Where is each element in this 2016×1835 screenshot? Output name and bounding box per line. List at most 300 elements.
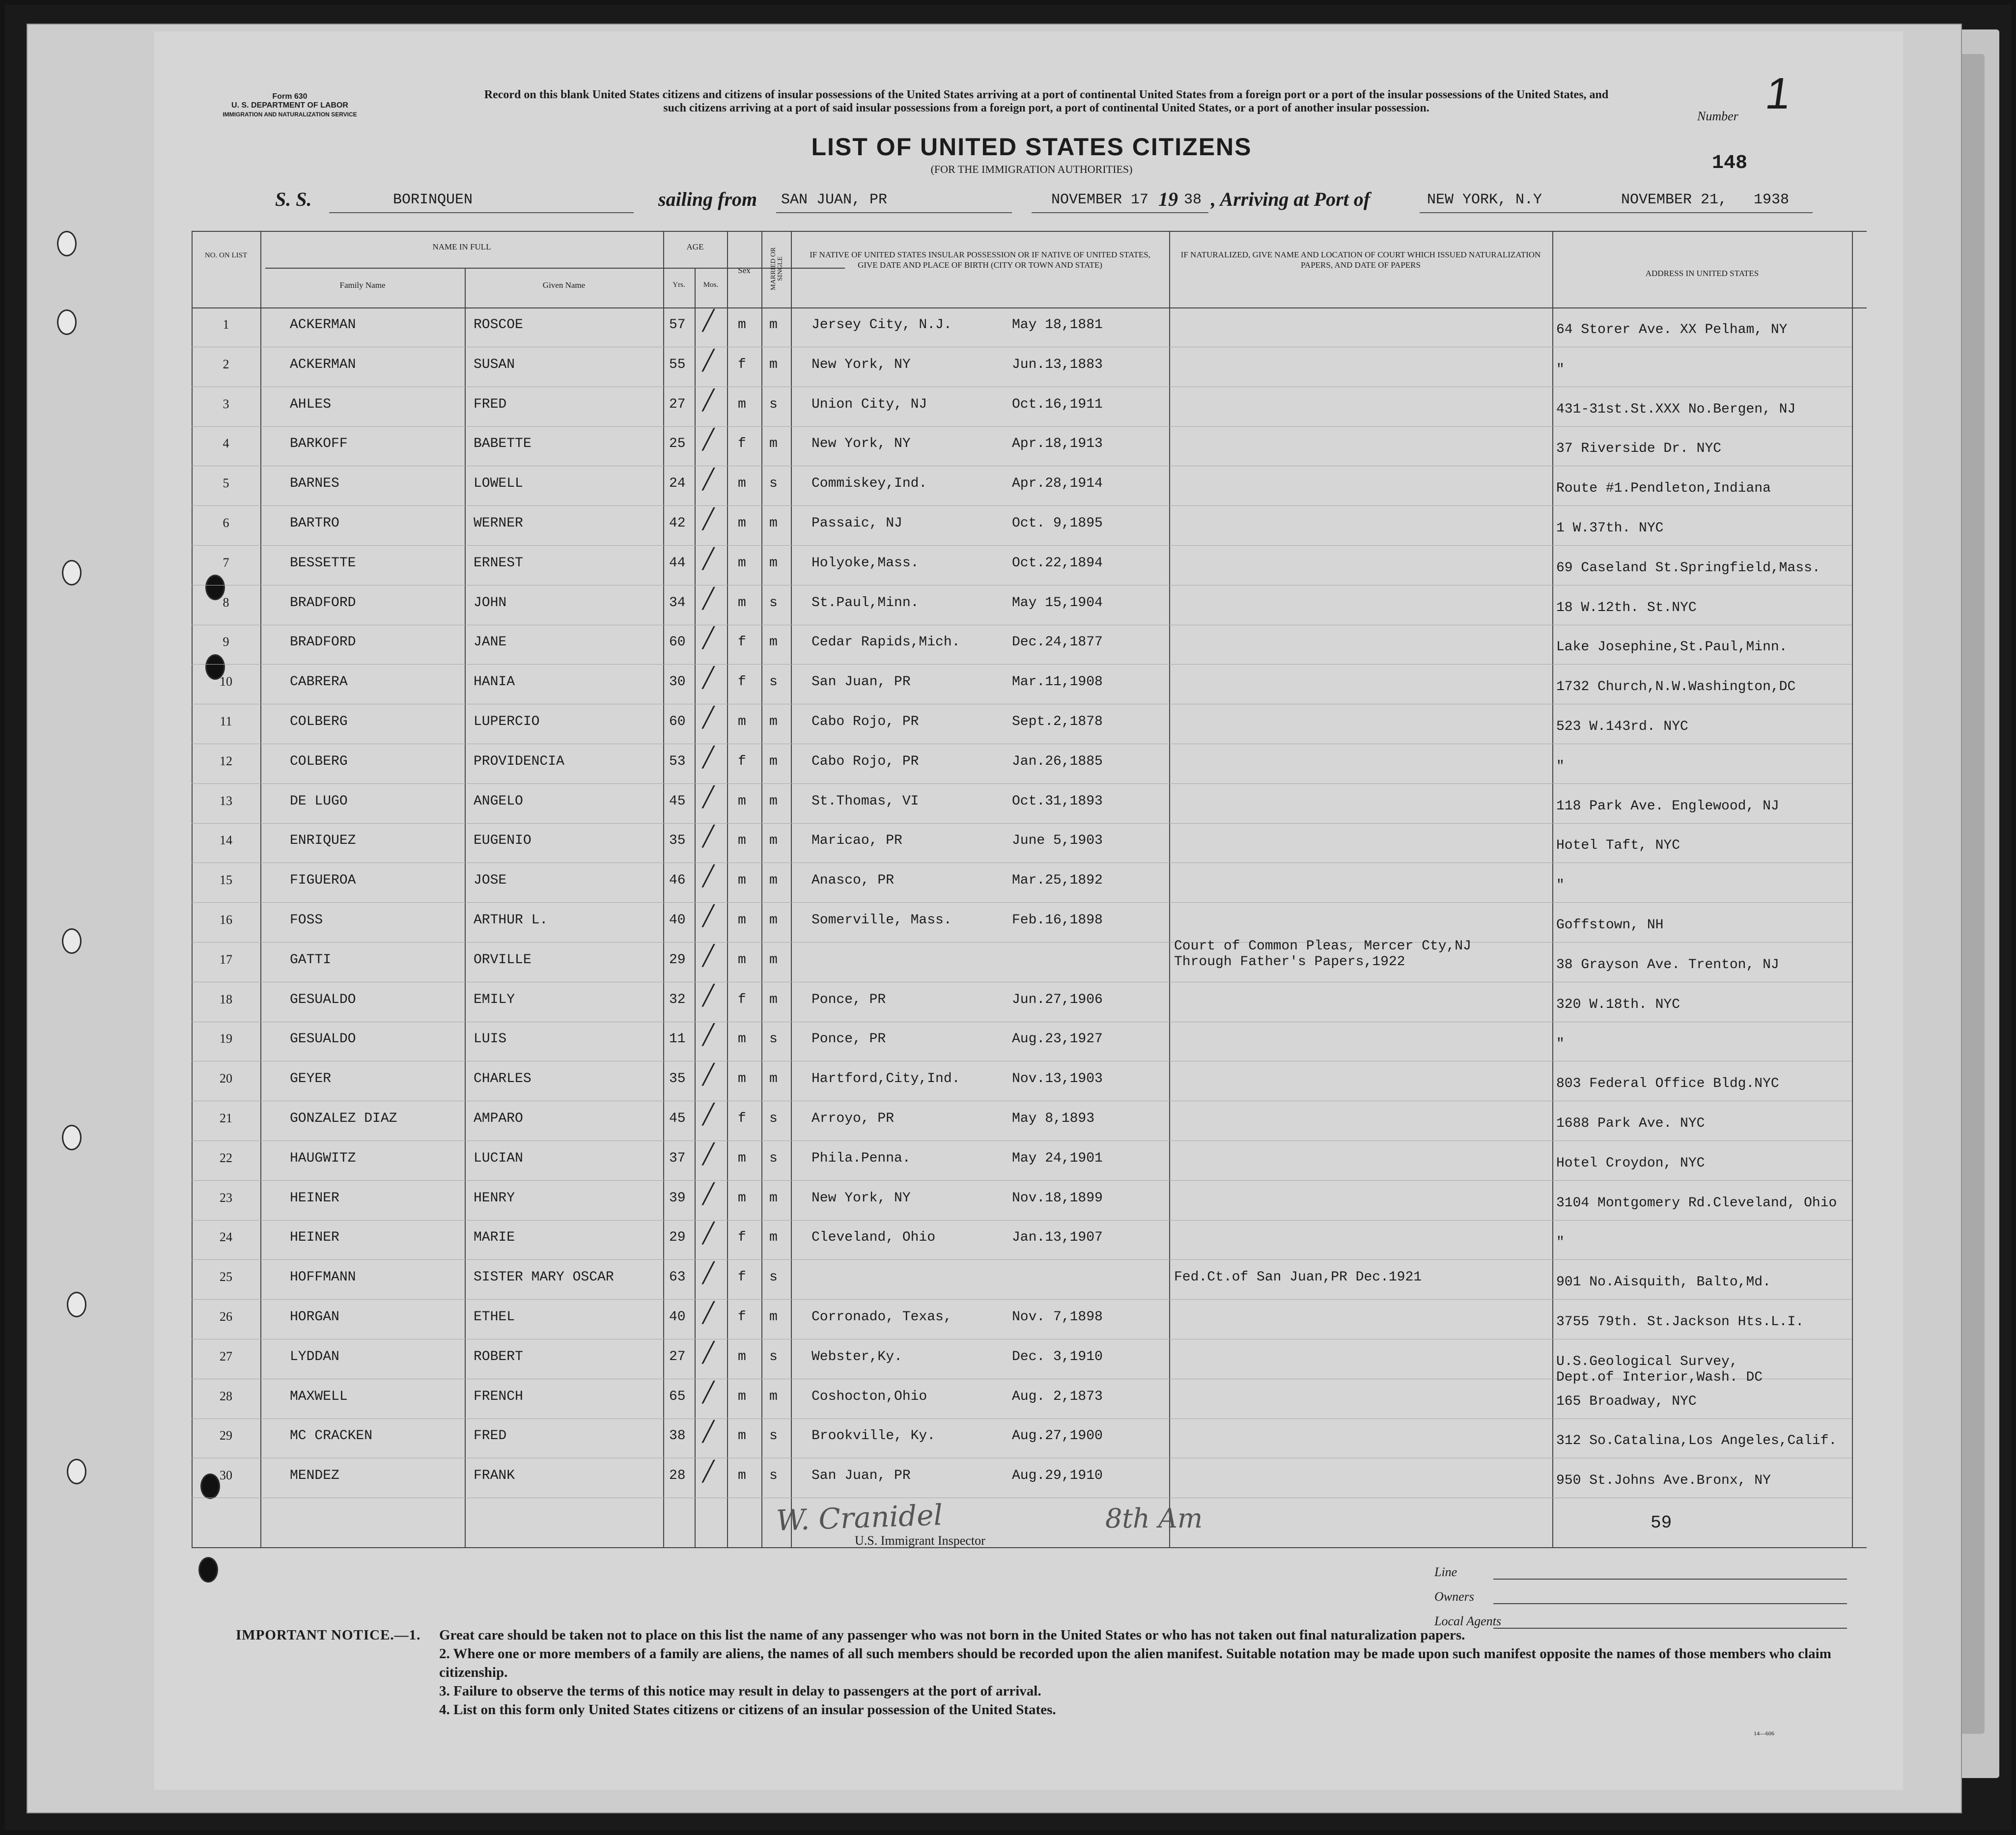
age-years: 42 bbox=[669, 516, 686, 531]
arrival-date: NOVEMBER 21, bbox=[1621, 192, 1728, 208]
check-mark-icon: ╱ bbox=[702, 1302, 715, 1324]
family-name: MENDEZ bbox=[290, 1468, 339, 1484]
given-name: JANE bbox=[474, 635, 507, 650]
table-row bbox=[192, 1104, 1867, 1146]
table-row bbox=[192, 865, 1867, 908]
us-address: Goffstown, NH bbox=[1556, 918, 1664, 933]
sex: m bbox=[738, 476, 746, 492]
row-number: 3 bbox=[223, 396, 229, 411]
birth-date: June 5,1903 bbox=[1012, 833, 1103, 849]
sex: f bbox=[738, 1230, 746, 1246]
family-name: ACKERMAN bbox=[290, 317, 356, 333]
check-mark-icon: ╱ bbox=[702, 548, 715, 570]
row-rule bbox=[192, 505, 1852, 506]
binder-hole bbox=[57, 309, 77, 335]
check-mark-icon: ╱ bbox=[702, 310, 715, 332]
birth-place: Anasco, PR bbox=[812, 873, 895, 889]
birth-place: Commiskey,Ind. bbox=[812, 476, 927, 492]
us-address: 165 Broadway, NYC bbox=[1556, 1393, 1697, 1409]
sex: m bbox=[738, 1468, 746, 1484]
age-years: 25 bbox=[669, 436, 686, 452]
birth-place: St.Thomas, VI bbox=[812, 793, 919, 809]
family-name: GEYER bbox=[290, 1071, 332, 1087]
inspector-label: U.S. Immigrant Inspector bbox=[855, 1533, 985, 1548]
birth-place: Holyoke,Mass. bbox=[812, 555, 919, 571]
form-identifier bbox=[192, 92, 388, 119]
check-mark-icon: ╱ bbox=[702, 1461, 715, 1483]
list-number: 1 bbox=[1763, 69, 1794, 118]
given-name: FRED bbox=[474, 1428, 507, 1444]
table-row bbox=[192, 389, 1867, 432]
table-row bbox=[192, 746, 1867, 789]
birth-date: Aug.29,1910 bbox=[1012, 1468, 1103, 1484]
check-mark-icon: ╱ bbox=[702, 1024, 715, 1046]
given-name: SISTER MARY OSCAR bbox=[474, 1270, 614, 1285]
family-name: COLBERG bbox=[290, 714, 348, 729]
departure-date-underline bbox=[1032, 212, 1208, 213]
birth-date: Nov.13,1903 bbox=[1012, 1071, 1103, 1087]
row-number: 4 bbox=[223, 436, 229, 451]
family-name: MAXWELL bbox=[290, 1389, 348, 1404]
us-address: Route #1.Pendleton,Indiana bbox=[1556, 481, 1771, 497]
birth-date: Oct.16,1911 bbox=[1012, 396, 1103, 412]
given-name: ERNEST bbox=[474, 555, 523, 571]
given-name: JOSE bbox=[474, 873, 507, 889]
departure-underline bbox=[776, 212, 1012, 213]
birth-place: San Juan, PR bbox=[812, 1468, 911, 1484]
marital-status: m bbox=[769, 793, 778, 809]
header-address: ADDRESS IN UNITED STATES bbox=[1645, 269, 1759, 278]
table-row bbox=[192, 1223, 1867, 1265]
us-address: Hotel Croydon, NYC bbox=[1556, 1155, 1705, 1171]
age-years: 60 bbox=[669, 714, 686, 729]
marital-status: m bbox=[769, 555, 778, 571]
age-years: 27 bbox=[669, 396, 686, 412]
marital-status: m bbox=[769, 516, 778, 531]
row-number: 20 bbox=[220, 1071, 232, 1086]
us-address: 901 No.Aisquith, Balto,Md. bbox=[1556, 1275, 1771, 1290]
check-mark-icon: ╱ bbox=[702, 1381, 715, 1403]
family-name: GESUALDO bbox=[290, 992, 356, 1007]
table-row bbox=[192, 349, 1867, 392]
binder-hole bbox=[62, 560, 82, 585]
departure-port: SAN JUAN, PR bbox=[781, 192, 888, 208]
sex: m bbox=[738, 1389, 746, 1404]
check-mark-icon: ╱ bbox=[702, 1104, 715, 1125]
given-name: HENRY bbox=[474, 1190, 515, 1206]
given-name: JOHN bbox=[474, 595, 507, 611]
check-mark-icon: ╱ bbox=[702, 1183, 715, 1205]
check-mark-icon: ╱ bbox=[702, 1143, 715, 1165]
number-label: Number bbox=[1697, 109, 1738, 123]
given-name: ARTHUR L. bbox=[474, 913, 548, 928]
age-years: 24 bbox=[669, 476, 686, 492]
check-mark-icon: ╱ bbox=[702, 627, 715, 649]
birth-place: Coshocton,Ohio bbox=[812, 1389, 927, 1404]
check-mark-icon: ╱ bbox=[702, 984, 715, 1006]
birth-place: Cedar Rapids,Mich. bbox=[812, 635, 960, 650]
birth-date: Jun.13,1883 bbox=[1012, 357, 1103, 372]
sex: m bbox=[738, 1349, 746, 1364]
check-mark-icon: ╱ bbox=[702, 667, 715, 689]
us-address: 1 W.37th. NYC bbox=[1556, 521, 1664, 536]
given-name: EMILY bbox=[474, 992, 515, 1007]
birth-date: Dec.24,1877 bbox=[1012, 635, 1103, 650]
binder-hole bbox=[198, 1557, 218, 1583]
table-row bbox=[192, 508, 1867, 551]
us-address-continued: Dept.of Interior,Wash. DC bbox=[1556, 1369, 1763, 1385]
us-address: 3104 Montgomery Rd.Cleveland, Ohio bbox=[1556, 1195, 1837, 1211]
birth-date: Apr.28,1914 bbox=[1012, 476, 1103, 492]
us-address: " bbox=[1556, 1235, 1565, 1251]
row-number: 28 bbox=[220, 1389, 232, 1403]
row-rule bbox=[192, 1180, 1852, 1181]
marital-status: m bbox=[769, 833, 778, 849]
birth-date: May 15,1904 bbox=[1012, 595, 1103, 611]
row-number: 18 bbox=[220, 992, 232, 1006]
table-row bbox=[192, 469, 1867, 511]
birth-place: New York, NY bbox=[812, 436, 911, 452]
birth-date: Oct. 9,1895 bbox=[1012, 516, 1103, 531]
marital-status: s bbox=[769, 595, 778, 611]
given-name: CHARLES bbox=[474, 1071, 532, 1087]
marital-status: m bbox=[769, 1389, 778, 1404]
birth-place: St.Paul,Minn. bbox=[812, 595, 919, 611]
age-years: 60 bbox=[669, 635, 686, 650]
table-row bbox=[192, 707, 1867, 750]
row-number: 14 bbox=[220, 833, 232, 848]
birth-place: New York, NY bbox=[812, 357, 911, 372]
row-rule bbox=[192, 1299, 1852, 1300]
us-address: 37 Riverside Dr. NYC bbox=[1556, 441, 1722, 457]
sex: m bbox=[738, 714, 746, 729]
birth-date: Aug.27,1900 bbox=[1012, 1428, 1103, 1444]
row-number: 2 bbox=[223, 357, 229, 371]
birth-place: Cabo Rojo, PR bbox=[812, 714, 919, 729]
family-name: GATTI bbox=[290, 952, 332, 968]
header-years: Yrs. bbox=[672, 281, 685, 289]
family-name: BARNES bbox=[290, 476, 339, 492]
check-mark-icon: ╱ bbox=[702, 945, 715, 967]
age-years: 46 bbox=[669, 873, 686, 889]
us-address: U.S.Geological Survey, bbox=[1556, 1354, 1738, 1369]
us-address: 1688 Park Ave. NYC bbox=[1556, 1116, 1705, 1131]
owners-label: Owners bbox=[1434, 1589, 1474, 1604]
inspector-signature: W. Cranidel bbox=[775, 1498, 944, 1537]
us-address: Lake Josephine,St.Paul,Minn. bbox=[1556, 639, 1788, 655]
check-mark-icon: ╱ bbox=[702, 826, 715, 848]
notice-item: 3. Failure to observe the terms of this notice may result in delay to passengers at the port of arrival. bbox=[439, 1683, 1041, 1699]
age-years: 34 bbox=[669, 595, 686, 611]
arrival-port: NEW YORK, N.Y bbox=[1427, 192, 1542, 208]
given-name: FRED bbox=[474, 396, 507, 412]
header-place-of-birth: IF NATIVE OF UNITED STATES INSULAR POSSESSION OR IF NATIVE OF UNITED STATES, GIVE DATE AND PLACE OF BIRTH (CITY OR TOWN AND STATE) bbox=[810, 250, 1150, 270]
marital-status: m bbox=[769, 913, 778, 928]
marital-status: m bbox=[769, 436, 778, 452]
ship-label: S. S. bbox=[275, 188, 312, 210]
birth-date: Jan.26,1885 bbox=[1012, 753, 1103, 769]
table-row bbox=[192, 905, 1867, 948]
table-top-rule bbox=[192, 231, 1867, 232]
family-name: FOSS bbox=[290, 913, 323, 928]
birth-place: Arroyo, PR bbox=[812, 1111, 895, 1126]
check-mark-icon: ╱ bbox=[702, 389, 715, 411]
row-rule bbox=[192, 783, 1852, 784]
notice-item: 4. List on this form only United States citizens or citizens of an insular possession of the United States. bbox=[439, 1702, 1056, 1718]
birth-date: May 24,1901 bbox=[1012, 1150, 1103, 1166]
birth-date: Dec. 3,1910 bbox=[1012, 1349, 1103, 1364]
birth-place: Hartford,City,Ind. bbox=[812, 1071, 960, 1087]
sex: m bbox=[738, 873, 746, 889]
form-number: Form 630 bbox=[272, 92, 308, 101]
naturalization-court: Fed.Ct.of San Juan,PR Dec.1921 bbox=[1174, 1270, 1422, 1285]
sex: f bbox=[738, 357, 746, 372]
check-mark-icon: ╱ bbox=[702, 587, 715, 610]
header-name-in-full: NAME IN FULL bbox=[432, 242, 491, 251]
family-name: BARTRO bbox=[290, 516, 339, 531]
row-number: 12 bbox=[220, 753, 232, 768]
birth-place: Phila.Penna. bbox=[812, 1150, 911, 1166]
family-name: HORGAN bbox=[290, 1309, 339, 1325]
stamped-number: 148 bbox=[1712, 152, 1748, 174]
given-name: ROBERT bbox=[474, 1349, 523, 1364]
check-mark-icon: ╱ bbox=[702, 905, 715, 927]
given-name: FRENCH bbox=[474, 1389, 523, 1404]
family-name: GESUALDO bbox=[290, 1031, 356, 1047]
arriving-label: , Arriving at Port of bbox=[1211, 188, 1371, 210]
local-agents-label: Local Agents bbox=[1434, 1614, 1502, 1628]
header-bottom-rule bbox=[192, 307, 1867, 308]
notice-item: Great care should be taken not to place on this list the name of any passenger who was not born in the United States or who has not taken out final naturalization papers. bbox=[439, 1627, 1465, 1643]
birth-place: Brookville, Ky. bbox=[812, 1428, 936, 1444]
age-years: 29 bbox=[669, 952, 686, 968]
header-sex: Sex bbox=[738, 266, 751, 275]
us-address: Hotel Taft, NYC bbox=[1556, 838, 1680, 854]
row-number: 10 bbox=[220, 674, 232, 689]
arrival-year: 1938 bbox=[1754, 192, 1790, 208]
birth-place: Passaic, NJ bbox=[812, 516, 902, 531]
family-name: HOFFMANN bbox=[290, 1270, 356, 1285]
binder-hole bbox=[67, 1292, 86, 1317]
age-years: 45 bbox=[669, 1111, 686, 1126]
row-rule bbox=[192, 823, 1852, 824]
us-address: 320 W.18th. NYC bbox=[1556, 997, 1680, 1012]
given-name: LOWELL bbox=[474, 476, 523, 492]
birth-place: Ponce, PR bbox=[812, 992, 886, 1007]
marital-status: m bbox=[769, 952, 778, 968]
birth-date: May 18,1881 bbox=[1012, 317, 1103, 333]
us-address: " bbox=[1556, 361, 1565, 377]
us-address: 64 Storer Ave. XX Pelham, NY bbox=[1556, 322, 1788, 337]
table-row bbox=[192, 429, 1867, 472]
table-row bbox=[192, 548, 1867, 591]
sex: m bbox=[738, 1190, 746, 1206]
table-row bbox=[192, 1381, 1867, 1424]
table-row bbox=[192, 1302, 1867, 1345]
age-years: 29 bbox=[669, 1230, 686, 1246]
check-mark-icon: ╱ bbox=[702, 1341, 715, 1363]
family-name: AHLES bbox=[290, 396, 332, 412]
us-address: 803 Federal Office Bldg.NYC bbox=[1556, 1076, 1779, 1092]
sex: f bbox=[738, 1270, 746, 1285]
row-number: 13 bbox=[220, 793, 232, 808]
naturalization-detail: Through Father's Papers,1922 bbox=[1174, 954, 1405, 970]
row-rule bbox=[192, 545, 1852, 546]
family-name: BARKOFF bbox=[290, 436, 348, 452]
sex: m bbox=[738, 595, 746, 611]
header-family-name: Family Name bbox=[339, 280, 386, 290]
row-number: 26 bbox=[220, 1309, 232, 1324]
table-row bbox=[192, 1262, 1867, 1305]
sex: m bbox=[738, 952, 746, 968]
family-name: HEINER bbox=[290, 1190, 339, 1206]
birth-place: San Juan, PR bbox=[812, 674, 911, 690]
row-rule bbox=[192, 1220, 1852, 1221]
row-rule bbox=[192, 862, 1852, 863]
birth-place: Webster,Ky. bbox=[812, 1349, 902, 1364]
signature-annotation: 8th Am bbox=[1105, 1503, 1203, 1534]
sex: m bbox=[738, 913, 746, 928]
table-row bbox=[192, 1183, 1867, 1226]
us-address: 38 Grayson Ave. Trenton, NJ bbox=[1556, 957, 1779, 973]
department-name: U. S. DEPARTMENT OF LABOR bbox=[231, 101, 348, 110]
marital-status: m bbox=[769, 317, 778, 333]
form-code: 14—606 bbox=[1754, 1730, 1774, 1737]
age-years: 28 bbox=[669, 1468, 686, 1484]
table-row bbox=[192, 1461, 1867, 1503]
us-address: 431-31st.St.XXX No.Bergen, NJ bbox=[1556, 401, 1796, 417]
age-years: 55 bbox=[669, 357, 686, 372]
sex: m bbox=[738, 793, 746, 809]
us-address: 1732 Church,N.W.Washington,DC bbox=[1556, 679, 1796, 695]
header-married-or-single: MARRIED OR SINGLE bbox=[770, 247, 784, 290]
given-name: ETHEL bbox=[474, 1309, 515, 1325]
table-row bbox=[192, 627, 1867, 670]
check-mark-icon: ╱ bbox=[702, 429, 715, 451]
birth-place: Cleveland, Ohio bbox=[812, 1230, 936, 1246]
row-number: 30 bbox=[220, 1468, 232, 1483]
line-field bbox=[1493, 1579, 1847, 1580]
sex: m bbox=[738, 1428, 746, 1444]
age-years: 65 bbox=[669, 1389, 686, 1404]
given-name: PROVIDENCIA bbox=[474, 753, 564, 769]
marital-status: m bbox=[769, 1190, 778, 1206]
sex: f bbox=[738, 992, 746, 1007]
birth-date: Aug.23,1927 bbox=[1012, 1031, 1103, 1047]
marital-status: m bbox=[769, 357, 778, 372]
row-rule bbox=[192, 902, 1852, 903]
us-address: 69 Caseland St.Springfield,Mass. bbox=[1556, 560, 1820, 576]
form-instruction: Record on this blank United States citizens and citizens of insular possessions of the United States arriving at a port of continental United States from a foreign port or a port of the insular possessions of the United States, and such citizens arriving at a port of said insular possessions from a foreign port, a port of continental United States, or a port of another insular possession. bbox=[484, 88, 1609, 114]
page-subtitle: (FOR THE IMMIGRATION AUTHORITIES) bbox=[930, 163, 1133, 175]
given-name: LUIS bbox=[474, 1031, 507, 1047]
row-number: 5 bbox=[223, 476, 229, 491]
age-years: 38 bbox=[669, 1428, 686, 1444]
table-row bbox=[192, 1341, 1867, 1385]
sailing-label: sailing from bbox=[658, 188, 757, 210]
ship-underline bbox=[329, 212, 634, 213]
row-rule bbox=[192, 942, 1852, 943]
year-prefix: 19 bbox=[1158, 188, 1178, 210]
marital-status: s bbox=[769, 1270, 778, 1285]
age-years: 11 bbox=[669, 1031, 686, 1047]
header-age: AGE bbox=[686, 242, 704, 251]
table-row bbox=[192, 938, 1867, 988]
marital-status: s bbox=[769, 1031, 778, 1047]
marital-status: m bbox=[769, 992, 778, 1007]
birth-place: Corronado, Texas, bbox=[812, 1309, 952, 1325]
marital-status: s bbox=[769, 1150, 778, 1166]
age-years: 44 bbox=[669, 555, 686, 571]
row-number: 22 bbox=[220, 1150, 232, 1165]
family-name: COLBERG bbox=[290, 753, 348, 769]
marital-status: s bbox=[769, 1349, 778, 1364]
birth-date: Sept.2,1878 bbox=[1012, 714, 1103, 729]
table-row bbox=[192, 1421, 1867, 1464]
header-given-name: Given Name bbox=[542, 280, 586, 290]
marital-status: m bbox=[769, 1071, 778, 1087]
binder-hole bbox=[62, 928, 82, 954]
family-name: LYDDAN bbox=[290, 1349, 339, 1364]
row-number: 16 bbox=[220, 913, 232, 927]
given-name: ROSCOE bbox=[474, 317, 523, 333]
row-rule bbox=[192, 1259, 1852, 1260]
table-row bbox=[192, 826, 1867, 868]
birth-place: Union City, NJ bbox=[812, 396, 927, 412]
sex: f bbox=[738, 674, 746, 690]
sex: m bbox=[738, 1071, 746, 1087]
check-mark-icon: ╱ bbox=[702, 1064, 715, 1086]
family-name: ACKERMAN bbox=[290, 357, 356, 372]
row-rule bbox=[192, 1140, 1852, 1141]
birth-date: Oct.22,1894 bbox=[1012, 555, 1103, 571]
marital-status: m bbox=[769, 1309, 778, 1325]
marital-status: s bbox=[769, 1111, 778, 1126]
binder-hole bbox=[62, 1125, 82, 1150]
row-rule bbox=[192, 426, 1852, 427]
age-years: 40 bbox=[669, 913, 686, 928]
table-row bbox=[192, 786, 1867, 829]
us-address: 18 W.12th. St.NYC bbox=[1556, 600, 1697, 615]
us-address: " bbox=[1556, 878, 1565, 893]
birth-place: Maricao, PR bbox=[812, 833, 902, 849]
row-number: 24 bbox=[220, 1230, 232, 1245]
row-number: 19 bbox=[220, 1031, 232, 1046]
age-years: 45 bbox=[669, 793, 686, 809]
header-months: Mos. bbox=[703, 281, 719, 289]
family-name: ENRIQUEZ bbox=[290, 833, 356, 849]
birth-date: Nov.18,1899 bbox=[1012, 1190, 1103, 1206]
us-address: 312 So.Catalina,Los Angeles,Calif. bbox=[1556, 1433, 1837, 1449]
check-mark-icon: ╱ bbox=[702, 786, 715, 808]
table-row bbox=[192, 1024, 1867, 1067]
notice-title: IMPORTANT NOTICE.—1. bbox=[236, 1627, 421, 1643]
birth-date: Nov. 7,1898 bbox=[1012, 1309, 1103, 1325]
family-name: MC CRACKEN bbox=[290, 1428, 373, 1444]
row-number: 8 bbox=[223, 595, 229, 610]
family-name: GONZALEZ DIAZ bbox=[290, 1111, 397, 1126]
check-mark-icon: ╱ bbox=[702, 349, 715, 371]
table-bottom-rule bbox=[192, 1547, 1867, 1548]
age-years: 57 bbox=[669, 317, 686, 333]
marital-status: m bbox=[769, 873, 778, 889]
birth-date: Apr.18,1913 bbox=[1012, 436, 1103, 452]
given-name: MARIE bbox=[474, 1230, 515, 1246]
birth-place: Cabo Rojo, PR bbox=[812, 753, 919, 769]
birth-place: Jersey City, N.J. bbox=[812, 317, 952, 333]
row-number: 21 bbox=[220, 1111, 232, 1125]
us-address: 950 St.Johns Ave.Bronx, NY bbox=[1556, 1473, 1771, 1489]
